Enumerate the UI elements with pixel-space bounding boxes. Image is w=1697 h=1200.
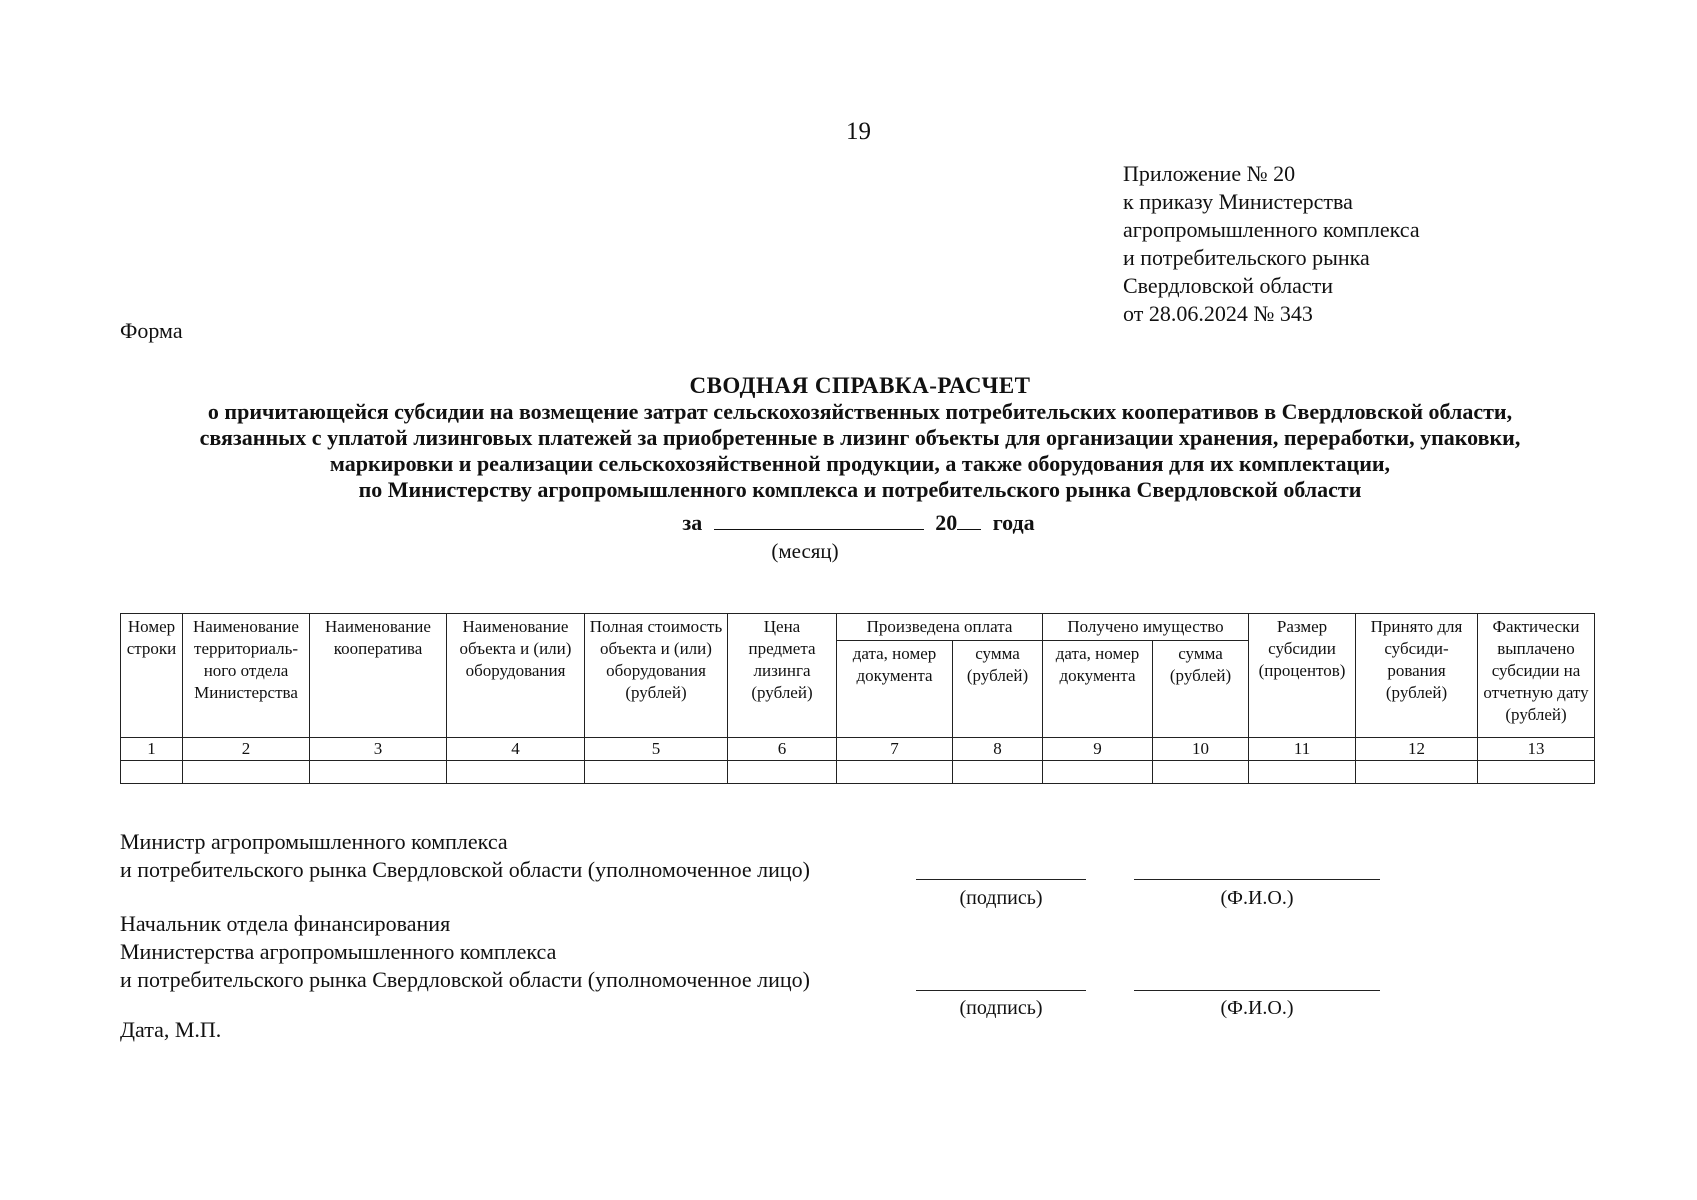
header-accepted: Принято для субсиди-рования (рублей) — [1356, 614, 1478, 738]
title-main: СВОДНАЯ СПРАВКА-РАСЧЕТ — [689, 373, 1031, 398]
signature-line — [916, 990, 1086, 991]
header-payment-date: дата, номер документа — [837, 641, 953, 738]
header-leasing-price: Цена предмета лизинга (рублей) — [728, 614, 837, 738]
month-caption: (месяц) — [771, 539, 839, 563]
signatory-finance-head — [120, 910, 810, 994]
page-number: 19 — [846, 118, 871, 145]
column-number: 5 — [585, 738, 728, 761]
column-number: 1 — [121, 738, 183, 761]
date-stamp: Дата, М.П. — [120, 1017, 222, 1042]
signatory-line: и потребительского рынка Свердловской области (уполномоченное лицо) — [120, 967, 810, 992]
header-subsidy-percent: Размер субсидии (процентов) — [1249, 614, 1356, 738]
signature-caption: (подпись) — [959, 997, 1043, 1019]
month-blank-line — [714, 511, 924, 530]
header-cooperative: Наименование кооператива — [310, 614, 447, 738]
column-number: 12 — [1356, 738, 1478, 761]
signatory-line: Министр агропромышленного комплекса — [120, 829, 508, 854]
empty-cell — [121, 761, 183, 784]
appendix-line: к приказу Министерства — [1123, 189, 1353, 214]
header-actually-paid: Фактически выплачено субсидии на отчетную дату (рублей) — [1478, 614, 1595, 738]
title-line: маркировки и реализации сельскохозяйственной продукции, а также оборудования для их комплектации, — [329, 451, 1391, 476]
document-title — [90, 373, 1630, 503]
empty-cell — [310, 761, 447, 784]
empty-cell — [1153, 761, 1249, 784]
empty-cell — [837, 761, 953, 784]
appendix-line: Приложение № 20 — [1123, 161, 1296, 186]
empty-cell — [953, 761, 1043, 784]
column-number: 9 — [1043, 738, 1153, 761]
signatory-minister — [120, 828, 810, 884]
header-row-number: Номер строки — [121, 614, 183, 738]
header-property-date: дата, номер документа — [1043, 641, 1153, 738]
signatory-line: Министерства агропромышленного комплекса — [120, 939, 557, 964]
column-number: 11 — [1249, 738, 1356, 761]
year-prefix: 20 — [935, 510, 958, 535]
empty-cell — [1478, 761, 1595, 784]
column-number: 3 — [310, 738, 447, 761]
period-prefix: за — [682, 510, 703, 535]
name-line — [1134, 879, 1380, 880]
title-line: по Министерству агропромышленного комплекса и потребительского рынка Свердловской области — [358, 477, 1362, 502]
empty-cell — [1043, 761, 1153, 784]
column-number-row — [121, 738, 1595, 761]
empty-cell — [183, 761, 310, 784]
signatory-line: Начальник отдела финансирования — [120, 911, 451, 936]
year-blank-line — [957, 511, 981, 530]
appendix-line: и потребительского рынка — [1123, 245, 1370, 270]
signatory-line: и потребительского рынка Свердловской области (уполномоченное лицо) — [120, 857, 810, 882]
column-number: 8 — [953, 738, 1043, 761]
header-payment-sum: сумма (рублей) — [953, 641, 1043, 738]
empty-cell — [1249, 761, 1356, 784]
column-number: 2 — [183, 738, 310, 761]
signature-caption: (подпись) — [959, 887, 1043, 909]
header-row — [121, 614, 1595, 641]
title-line: связанных с уплатой лизинговых платежей за приобретенные в лизинг объекты для организации хранения, переработки, упаковки, — [199, 425, 1521, 450]
appendix-note — [1123, 160, 1420, 328]
column-number: 10 — [1153, 738, 1249, 761]
empty-cell — [728, 761, 837, 784]
header-object: Наименование объекта и (или) оборудования — [447, 614, 585, 738]
empty-cell — [585, 761, 728, 784]
column-number: 7 — [837, 738, 953, 761]
header-full-cost: Полная стоимость объекта и (или) оборудования (рублей) — [585, 614, 728, 738]
signature-line — [916, 879, 1086, 880]
appendix-line: от 28.06.2024 № 343 — [1123, 301, 1313, 326]
report-table — [120, 613, 1595, 784]
appendix-line: агропромышленного комплекса — [1123, 217, 1420, 242]
reporting-period — [0, 510, 1697, 536]
appendix-line: Свердловской области — [1123, 273, 1333, 298]
column-number: 13 — [1478, 738, 1595, 761]
title-line: о причитающейся субсидии на возмещение затрат сельскохозяйственных потребительских кооперативов в Свердловской области, — [207, 399, 1513, 424]
header-territorial-department: Наименование территориаль-ного отдела Министерства — [183, 614, 310, 738]
name-caption: (Ф.И.О.) — [1220, 997, 1294, 1019]
empty-cell — [447, 761, 585, 784]
empty-cell — [1356, 761, 1478, 784]
name-line — [1134, 990, 1380, 991]
column-number: 6 — [728, 738, 837, 761]
header-property-sum: сумма (рублей) — [1153, 641, 1249, 738]
header-property-group: Получено имущество — [1043, 614, 1249, 641]
empty-data-row — [121, 761, 1595, 784]
name-caption: (Ф.И.О.) — [1220, 887, 1294, 909]
period-suffix: года — [992, 510, 1035, 535]
column-number: 4 — [447, 738, 585, 761]
form-label: Форма — [120, 318, 183, 343]
header-payment-group: Произведена оплата — [837, 614, 1043, 641]
